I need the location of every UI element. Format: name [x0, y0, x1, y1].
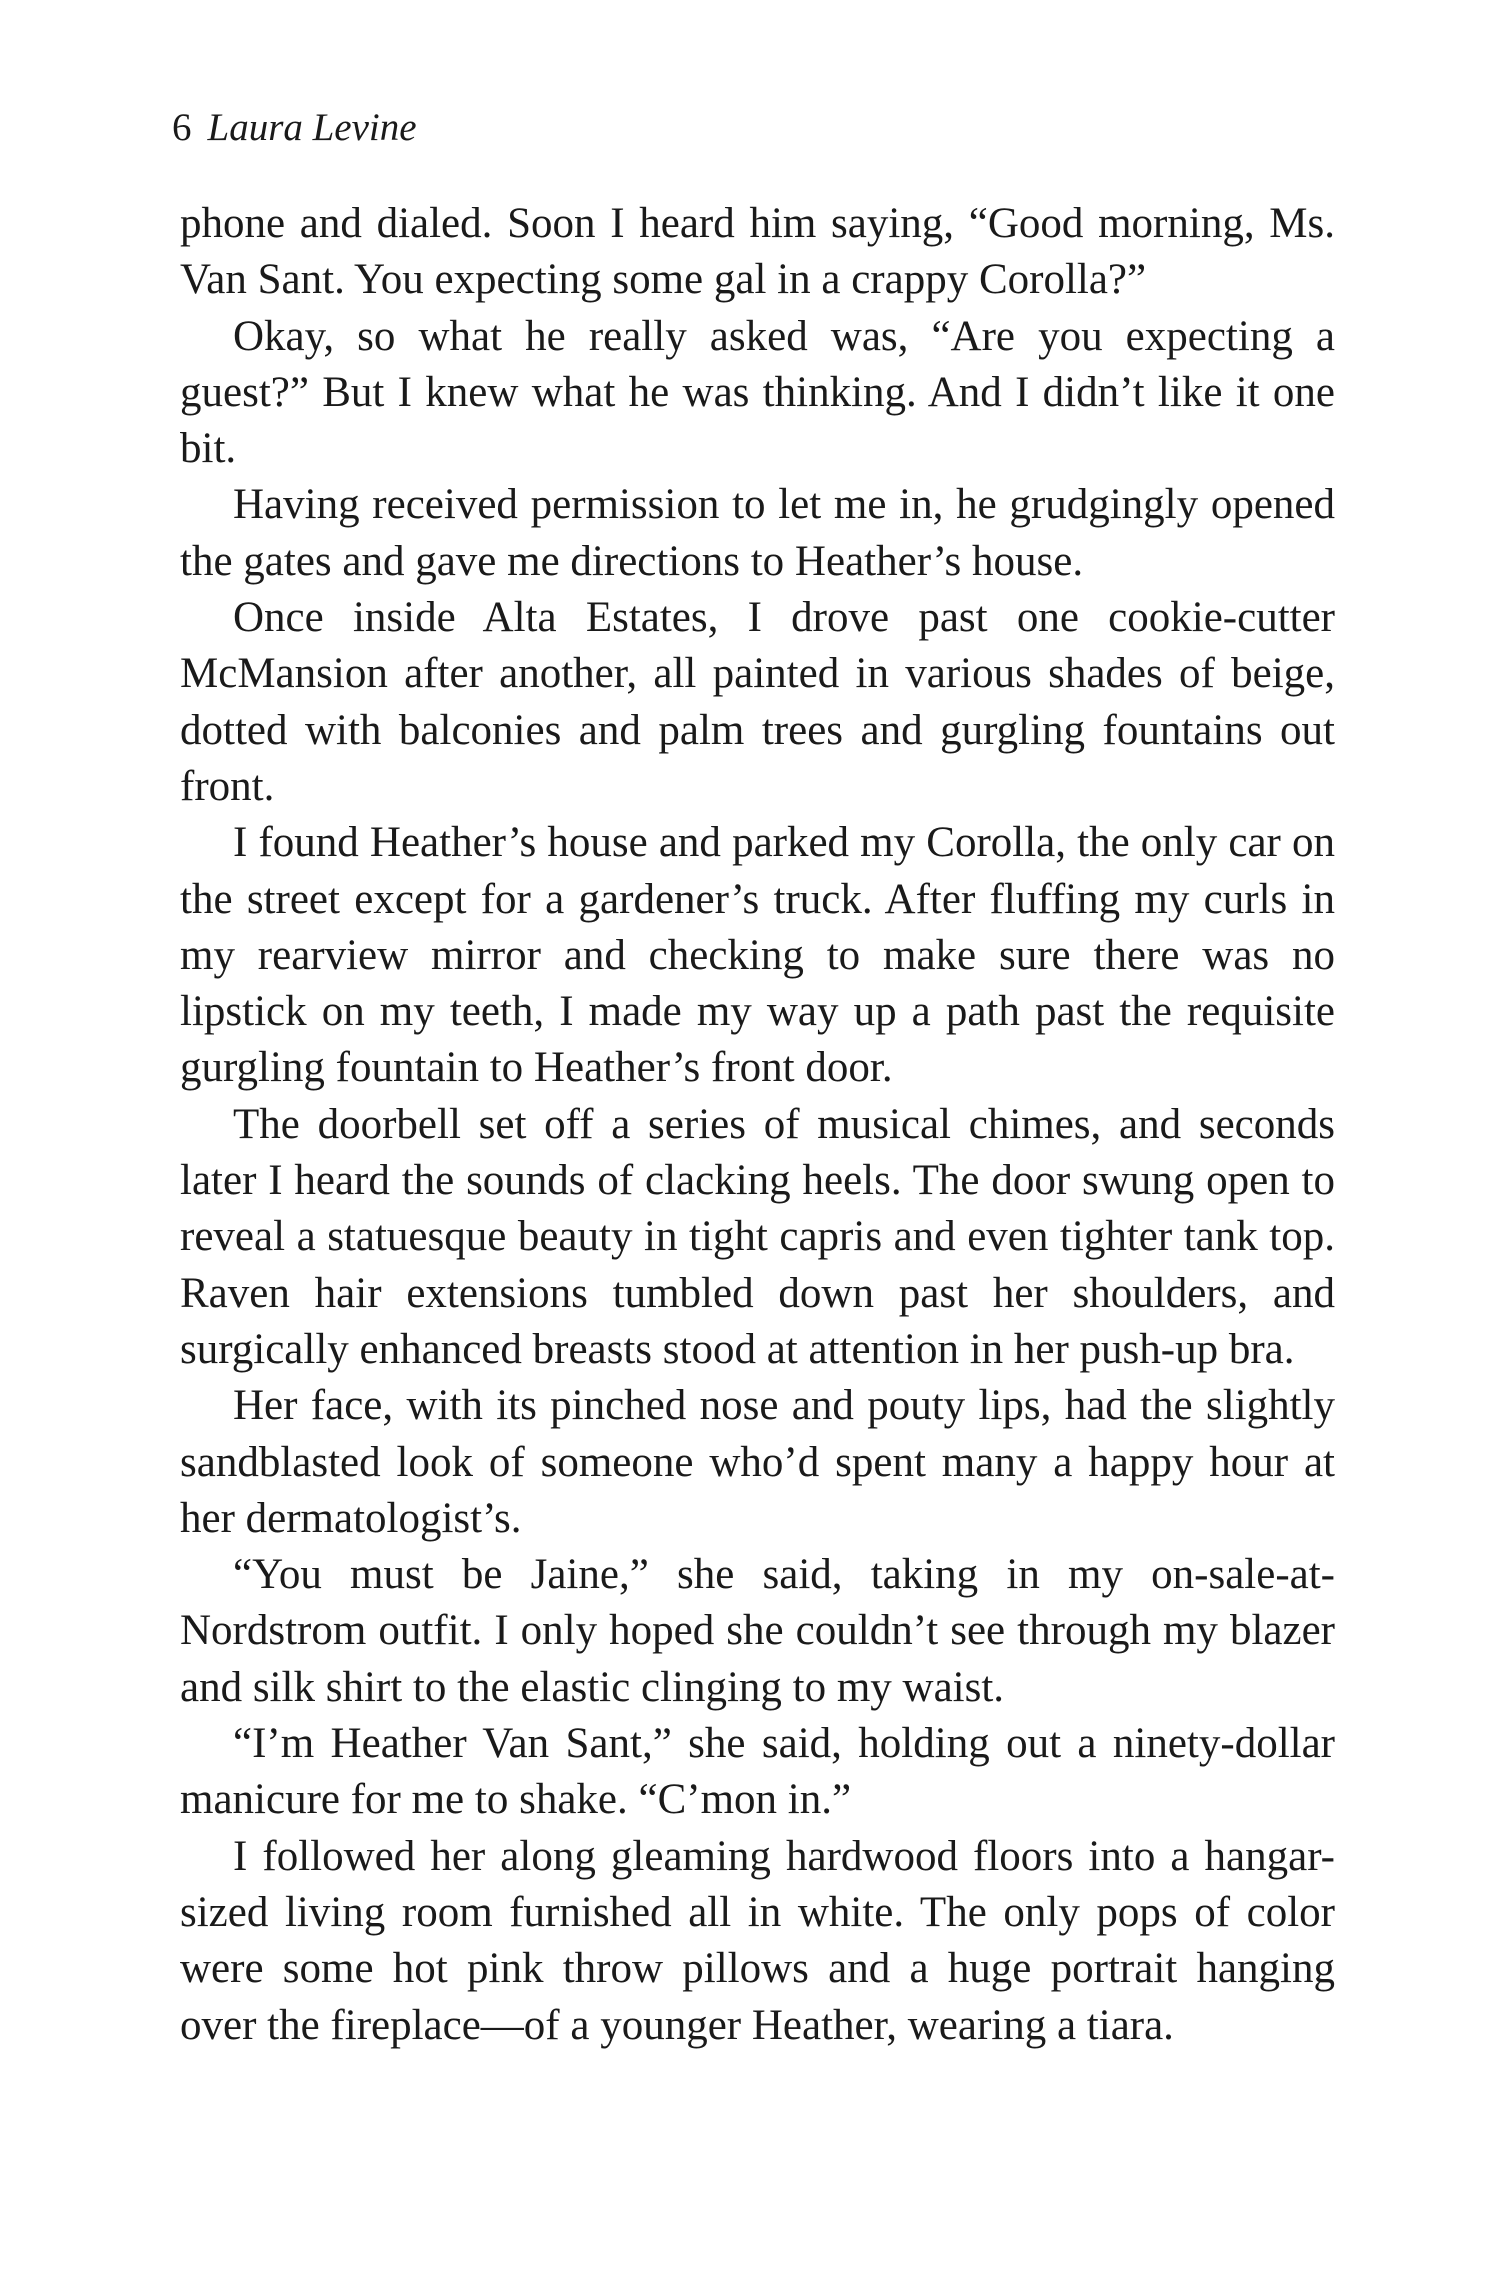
paragraph: Her face, with its pinched nose and pouty lips, had the slightly sandblasted look of someone who’d spent many a happy hour at her dermatologist’s.: [180, 1382, 1335, 1542]
paragraph: I found Heather’s house and parked my Corolla, the only car on the street except for a gardener’s truck. After fluffing my curls in my rearview mirror and checking to make sure there was no lipstick on my teeth, I made my way up a path past the requisite gurgling fountain to Heather’s front door.: [180, 819, 1335, 1092]
body-text: [180, 196, 1335, 2054]
paragraph: “I’m Heather Van Sant,” she said, holding out a ninety-dollar manicure for me to shake. “C’mon in.”: [180, 1720, 1335, 1824]
paragraph: “You must be Jaine,” she said, taking in my on-sale-at-Nordstrom outfit. I only hoped she couldn’t see through my blazer and silk shirt to the elastic clinging to my waist.: [180, 1551, 1335, 1711]
paragraph: Once inside Alta Estates, I drove past one cookie-cutter McMansion after another, all painted in various shades of beige, dotted with balconies and palm trees and gurgling fountains out front.: [180, 594, 1335, 810]
running-head: [172, 104, 417, 152]
paragraph: I followed her along gleaming hardwood floors into a hangar-sized living room furnished all in white. The only pops of color were some hot pink throw pillows and a huge portrait hanging over the fireplace—of a younger Heather, wearing a tiara.: [180, 1832, 1335, 2049]
paragraph: The doorbell set off a series of musical chimes, and seconds later I heard the sounds of clacking heels. The door swung open to reveal a statuesque beauty in tight capris and even tighter tank top. Raven hair extensions tumbled down past her shoulders, and surgically enhanced breasts stood at attention in her push-up bra.: [180, 1100, 1335, 1373]
paragraph: Okay, so what he really asked was, “Are you expecting a guest?” But I knew what he was thinking. And I didn’t like it one bit.: [180, 312, 1335, 473]
page-number: 6: [172, 106, 192, 149]
paragraph-continued: phone and dialed. Soon I heard him saying, “Good morning, Ms. Van Sant. You expecting some gal in a crappy Corolla?”: [180, 200, 1335, 304]
paragraph: Having received permission to let me in, he grudgingly opened the gates and gave me directions to Heather’s house.: [180, 481, 1335, 585]
author-name: Laura Levine: [207, 106, 417, 149]
